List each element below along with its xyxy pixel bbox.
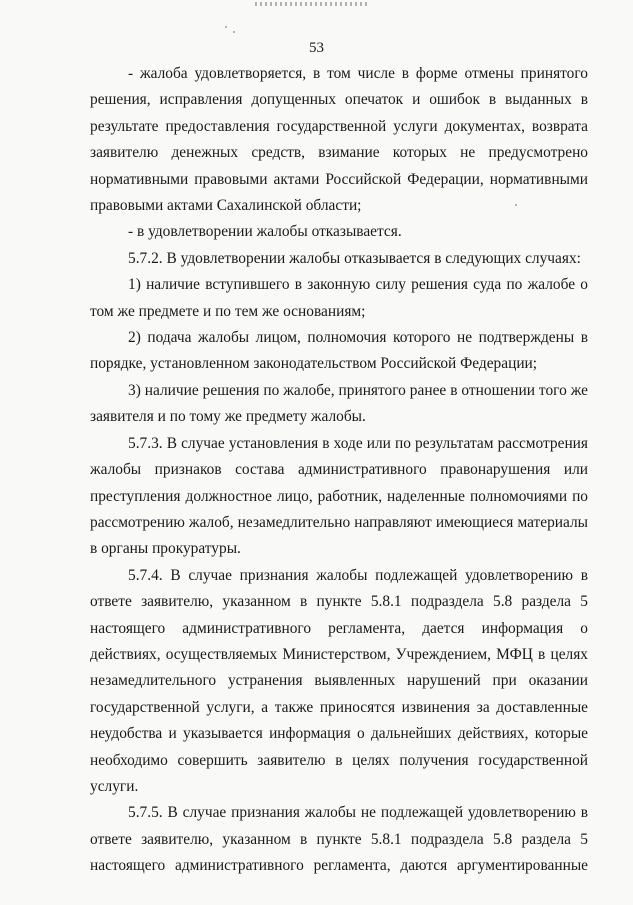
paragraph-5-7-5: 5.7.5. В случае признания жалобы не подлежащей удовлетворению в ответе заявителю, указанном в пункте 5.8.1 подраздела 5.8 раздела 5 настоящего административного регламента, даются аргументированные xyxy=(90,804,588,875)
paragraph-complaint-refused: - в удовлетворении жалобы отказывается. xyxy=(128,223,402,241)
scan-speck xyxy=(233,31,235,33)
page-number: 53 xyxy=(309,40,324,56)
paragraph-5-7-3: 5.7.3. В случае установления в ходе или по результатам рассмотрения жалобы признаков состава административного правонарушения или преступления должностное лицо, работник, наделенные полномочиями по рассмотрению жалоб, незамедлительно направляют имеющиеся материалы в органы прокуратуры. xyxy=(90,434,588,558)
paragraph-complaint-satisfied: - жалоба удовлетворяется, в том числе в форме отмены принятого решения, исправления допущенных опечаток и ошибок в выданных в результате предоставления государственной услуги документах, возврата заявителю денежных средств, взимание которых не предусмотрено нормативными правовыми актами Российской Федерации, нормативными правовыми актами Сахалинской области; xyxy=(90,65,588,215)
paragraph-item-1: 1) наличие вступившего в законную силу решения суда по жалобе о том же предмете и по тем же основаниям; xyxy=(90,276,588,320)
scan-speck xyxy=(225,26,227,28)
paragraph-item-3: 3) наличие решения по жалобе, принятого ранее в отношении того же заявителя и по тому же предмету жалобы. xyxy=(90,381,588,426)
paragraph-5-7-2: 5.7.2. В удовлетворении жалобы отказывается в следующих случаях: xyxy=(128,249,581,267)
scan-artifact xyxy=(255,2,367,6)
document-body xyxy=(90,61,588,880)
paragraph-5-7-4: 5.7.4. В случае признания жалобы подлежащей удовлетворению в ответе заявителю, указанном в пункте 5.8.1 подраздела 5.8 раздела 5 настоящего административного регламента, дается информация о действиях, осуществляемых Министерством, Учреждением, МФЦ в целях незамедлительного устранения выявленных нарушений при оказании государственной услуги, а также приносятся извинения за доставленные неудобства и указывается информация о дальнейших действиях, которые необходимо совершить заявителю в целях получения государственной услуги. xyxy=(90,566,588,795)
paragraph-item-2: 2) подача жалобы лицом, полномочия которого не подтверждены в порядке, установленном законодательством Российской Федерации; xyxy=(90,329,588,373)
